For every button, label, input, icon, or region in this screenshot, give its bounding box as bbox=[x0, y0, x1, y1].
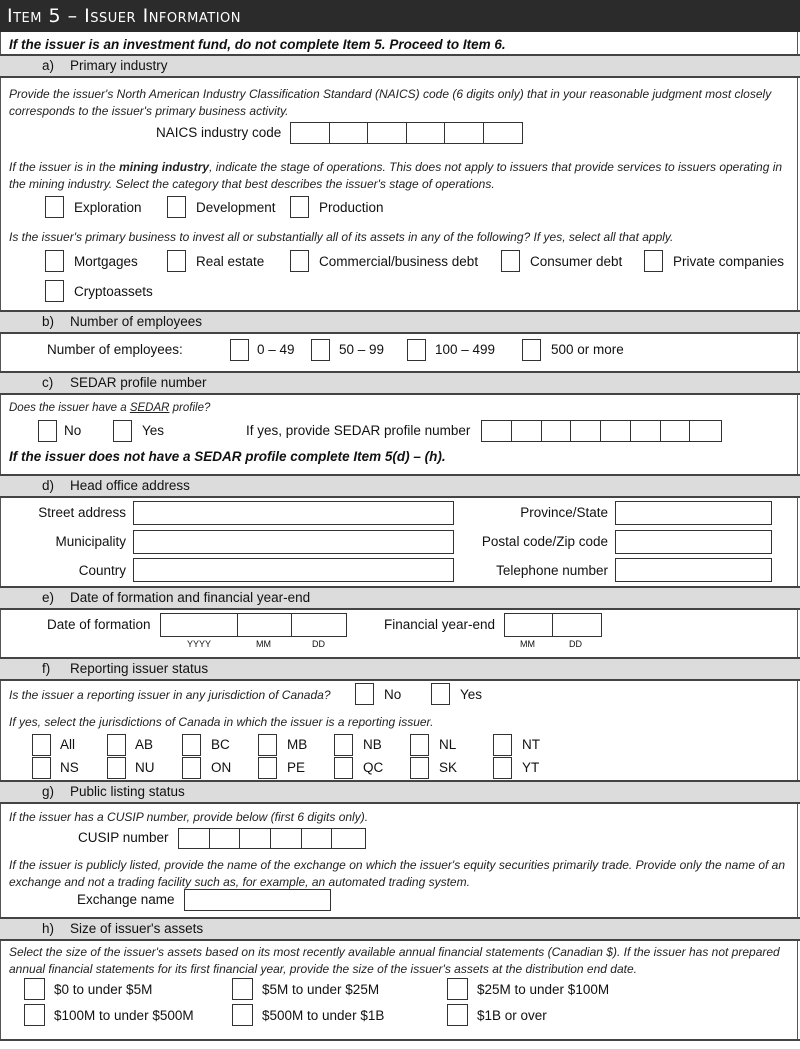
naics-instruction: Provide the issuer's North American Industry Classification Standard (NAICS) code (6 digits only) that in your reasonable judgment most closely corresponds to the issuer's primary business activity. bbox=[9, 87, 772, 118]
jurisdiction-label: QC bbox=[363, 760, 384, 775]
jurisdiction-label: NU bbox=[135, 760, 155, 775]
date-of-formation-label: Date of formation bbox=[47, 617, 151, 632]
province-label: Province/State bbox=[520, 505, 608, 520]
jurisdiction-sk-checkbox[interactable] bbox=[410, 757, 429, 779]
financial-year-end-input[interactable] bbox=[504, 613, 602, 637]
section-label: Size of issuer's assets bbox=[70, 921, 204, 936]
section-label: SEDAR profile number bbox=[70, 375, 207, 390]
stage-production-checkbox[interactable] bbox=[290, 196, 309, 218]
postal-code-label: Postal code/Zip code bbox=[481, 534, 608, 549]
telephone-label: Telephone number bbox=[496, 563, 608, 578]
invest-question: Is the issuer's primary business to invest all or substantially all of its assets in any of the following? If yes, select all that apply. bbox=[9, 230, 674, 244]
sedar-yes-checkbox[interactable] bbox=[113, 420, 132, 442]
section-letter: c) bbox=[42, 375, 54, 390]
assets-option-label: $5M to under $25M bbox=[262, 982, 380, 997]
assets-option-label: $100M to under $500M bbox=[54, 1008, 194, 1023]
assets-option-label: $1B or over bbox=[477, 1008, 547, 1023]
country-input[interactable] bbox=[133, 558, 454, 582]
day-cell[interactable] bbox=[292, 614, 346, 636]
dd-caption: DD bbox=[569, 639, 582, 649]
asset-real-estate-label: Real estate bbox=[196, 254, 265, 269]
jurisdiction-pe-checkbox[interactable] bbox=[258, 757, 277, 779]
digit-cell[interactable] bbox=[291, 123, 330, 143]
street-address-label: Street address bbox=[38, 505, 126, 520]
cusip-instruction: If the issuer has a CUSIP number, provide below (first 6 digits only). bbox=[9, 810, 369, 824]
reporting-issuer-question: Is the issuer a reporting issuer in any jurisdiction of Canada? bbox=[9, 688, 331, 702]
employees-label: Number of employees: bbox=[47, 342, 183, 357]
reporting-yes-checkbox[interactable] bbox=[431, 683, 450, 705]
financial-year-end-label: Financial year-end bbox=[384, 617, 496, 632]
assets-100m-500m-checkbox[interactable] bbox=[24, 1004, 45, 1026]
jurisdiction-yt-checkbox[interactable] bbox=[493, 757, 512, 779]
digit-cell[interactable] bbox=[571, 421, 601, 441]
form-bottom-border bbox=[0, 1039, 800, 1041]
section-b-header bbox=[0, 310, 800, 334]
section-letter: g) bbox=[42, 784, 55, 799]
mining-text-post: , indicate the stage of operations. This does not apply to issuers that provide services to issuers operating in the mining industry. Select the category that best describes the issuer's stage of operations. bbox=[9, 160, 783, 191]
section-letter: h) bbox=[42, 921, 55, 936]
mining-text-bold: mining industry bbox=[119, 160, 210, 174]
digit-cell[interactable] bbox=[661, 421, 691, 441]
assets-25m-100m-checkbox[interactable] bbox=[447, 978, 468, 1000]
sedar-no-label: No bbox=[64, 423, 82, 438]
section-c-header bbox=[0, 371, 800, 395]
assets-5m-25m-checkbox[interactable] bbox=[232, 978, 253, 1000]
stage-development-label: Development bbox=[196, 200, 276, 215]
jurisdiction-label: ON bbox=[211, 760, 232, 775]
asset-mortgages-label: Mortgages bbox=[74, 254, 138, 269]
municipality-label: Municipality bbox=[55, 534, 126, 549]
asset-commercial-debt-label: Commercial/business debt bbox=[319, 254, 479, 269]
assets-option-label: $0 to under $5M bbox=[54, 982, 153, 997]
digit-cell[interactable] bbox=[512, 421, 542, 441]
jurisdictions-instruction: If yes, select the jurisdictions of Canada in which the issuer is a reporting issuer. bbox=[9, 715, 434, 729]
section-label: Primary industry bbox=[70, 58, 168, 73]
digit-cell[interactable] bbox=[368, 123, 407, 143]
sedar-question-pre: Does the issuer have a bbox=[9, 402, 130, 414]
sedar-yes-label: Yes bbox=[142, 423, 165, 438]
digit-cell[interactable] bbox=[482, 421, 512, 441]
jurisdiction-label: YT bbox=[522, 760, 540, 775]
asset-cryptoassets-checkbox[interactable] bbox=[45, 280, 64, 302]
digit-cell[interactable] bbox=[332, 829, 365, 848]
digit-cell[interactable] bbox=[330, 123, 368, 143]
mm-caption: MM bbox=[520, 639, 535, 649]
municipality-input[interactable] bbox=[133, 530, 454, 554]
assets-option-label: $25M to under $100M bbox=[477, 982, 610, 997]
section-d-header bbox=[0, 474, 800, 498]
section-letter: f) bbox=[42, 661, 51, 676]
section-label: Date of formation and financial year-end bbox=[70, 590, 311, 605]
employees-500-plus-label: 500 or more bbox=[551, 342, 624, 357]
asset-consumer-debt-checkbox[interactable] bbox=[501, 250, 520, 272]
jurisdiction-on-checkbox[interactable] bbox=[182, 757, 201, 779]
digit-cell[interactable] bbox=[302, 829, 333, 848]
digit-cell[interactable] bbox=[210, 829, 241, 848]
jurisdiction-nb-checkbox[interactable] bbox=[334, 734, 353, 756]
section-letter: a) bbox=[42, 58, 55, 73]
jurisdiction-label: BC bbox=[211, 737, 230, 752]
mm-caption: MM bbox=[256, 639, 271, 649]
cusip-number-input[interactable] bbox=[178, 828, 366, 849]
jurisdiction-ab-checkbox[interactable] bbox=[107, 734, 126, 756]
postal-code-input[interactable] bbox=[615, 530, 772, 554]
section-letter: d) bbox=[42, 478, 55, 493]
asset-real-estate-checkbox[interactable] bbox=[167, 250, 186, 272]
assets-500m-1b-checkbox[interactable] bbox=[232, 1004, 253, 1026]
jurisdiction-nu-checkbox[interactable] bbox=[107, 757, 126, 779]
assets-0-5m-checkbox[interactable] bbox=[24, 978, 45, 1000]
employees-0-49-checkbox[interactable] bbox=[230, 339, 249, 361]
naics-label: NAICS industry code bbox=[156, 125, 282, 140]
sedar-profile-label: If yes, provide SEDAR profile number bbox=[246, 423, 471, 438]
telephone-input[interactable] bbox=[615, 558, 772, 582]
asset-cryptoassets-label: Cryptoassets bbox=[74, 284, 153, 299]
digit-cell[interactable] bbox=[179, 829, 210, 848]
year-cell[interactable] bbox=[161, 614, 238, 636]
reporting-no-label: No bbox=[384, 687, 402, 702]
jurisdiction-label: PE bbox=[287, 760, 306, 775]
naics-code-input[interactable] bbox=[290, 122, 523, 144]
jurisdiction-label: MB bbox=[287, 737, 308, 752]
sedar-link[interactable]: SEDAR bbox=[129, 402, 170, 414]
sedar-question-post: profile? bbox=[169, 402, 211, 414]
section-letter: e) bbox=[42, 590, 55, 605]
stage-exploration-checkbox[interactable] bbox=[45, 196, 64, 218]
sedar-no-checkbox[interactable] bbox=[38, 420, 57, 442]
section-f-header bbox=[0, 657, 800, 681]
employees-0-49-label: 0 – 49 bbox=[257, 342, 295, 357]
stage-exploration-label: Exploration bbox=[74, 200, 142, 215]
street-address-input[interactable] bbox=[133, 501, 454, 525]
asset-consumer-debt-label: Consumer debt bbox=[530, 254, 623, 269]
mining-text-pre: If the issuer is in the bbox=[9, 160, 120, 174]
employees-50-99-checkbox[interactable] bbox=[311, 339, 330, 361]
jurisdiction-label: NT bbox=[522, 737, 540, 752]
asset-mortgages-checkbox[interactable] bbox=[45, 250, 64, 272]
digit-cell[interactable] bbox=[484, 123, 522, 143]
section-letter: b) bbox=[42, 314, 55, 329]
cusip-label: CUSIP number bbox=[78, 830, 169, 845]
digit-cell[interactable] bbox=[631, 421, 661, 441]
jurisdiction-mb-checkbox[interactable] bbox=[258, 734, 277, 756]
section-label: Reporting issuer status bbox=[70, 661, 209, 676]
exchange-name-label: Exchange name bbox=[77, 892, 175, 907]
month-cell[interactable] bbox=[505, 614, 553, 636]
digit-cell[interactable] bbox=[240, 829, 271, 848]
exchange-instruction: If the issuer is publicly listed, provide the name of the exchange on which the issuer's equity securities primarily trade. Provide only the name of an exchange and not a trading facility such as, for example, an automated trading system. bbox=[9, 858, 786, 889]
digit-cell[interactable] bbox=[271, 829, 302, 848]
jurisdiction-ns-checkbox[interactable] bbox=[32, 757, 51, 779]
assets-instruction: Select the size of the issuer's assets based on its most recently available annual financial statements (Canadian $). If the issuer has not prepared annual financial statements for its first financial year, provide the size of the issuer's assets at the distribution end date. bbox=[9, 945, 780, 976]
jurisdiction-nt-checkbox[interactable] bbox=[493, 734, 512, 756]
jurisdiction-qc-checkbox[interactable] bbox=[334, 757, 353, 779]
mining-instruction bbox=[9, 159, 789, 193]
exchange-name-input[interactable] bbox=[184, 889, 331, 911]
day-cell[interactable] bbox=[553, 614, 601, 636]
employees-100-499-checkbox[interactable] bbox=[407, 339, 426, 361]
jurisdiction-label: SK bbox=[439, 760, 458, 775]
dd-caption: DD bbox=[312, 639, 325, 649]
section-e-header bbox=[0, 586, 800, 610]
section-a-header bbox=[0, 54, 800, 78]
jurisdiction-label: All bbox=[60, 737, 76, 752]
digit-cell[interactable] bbox=[445, 123, 484, 143]
employees-500-plus-checkbox[interactable] bbox=[522, 339, 541, 361]
section-label: Head office address bbox=[70, 478, 190, 493]
digit-cell[interactable] bbox=[690, 421, 721, 441]
section-g-header bbox=[0, 780, 800, 804]
jurisdiction-label: AB bbox=[135, 737, 154, 752]
digit-cell[interactable] bbox=[601, 421, 631, 441]
sedar-question bbox=[9, 400, 210, 417]
assets-1b-plus-checkbox[interactable] bbox=[447, 1004, 468, 1026]
province-input[interactable] bbox=[615, 501, 772, 525]
asset-private-companies-checkbox[interactable] bbox=[644, 250, 663, 272]
reporting-yes-label: Yes bbox=[460, 687, 483, 702]
sedar-note: If the issuer does not have a SEDAR profile complete Item 5(d) – (h). bbox=[9, 449, 446, 464]
section-h-header bbox=[0, 917, 800, 941]
asset-private-companies-label: Private companies bbox=[673, 254, 785, 269]
yyyy-caption: YYYY bbox=[187, 639, 212, 649]
section-label: Public listing status bbox=[70, 784, 185, 799]
jurisdiction-label: NB bbox=[363, 737, 382, 752]
assets-option-label: $500M to under $1B bbox=[262, 1008, 385, 1023]
month-cell[interactable] bbox=[238, 614, 291, 636]
jurisdiction-bc-checkbox[interactable] bbox=[182, 734, 201, 756]
date-of-formation-input[interactable] bbox=[160, 613, 347, 637]
employees-50-99-label: 50 – 99 bbox=[339, 342, 385, 357]
jurisdiction-label: NS bbox=[60, 760, 79, 775]
stage-development-checkbox[interactable] bbox=[167, 196, 186, 218]
digit-cell[interactable] bbox=[407, 123, 445, 143]
jurisdiction-nl-checkbox[interactable] bbox=[410, 734, 429, 756]
asset-commercial-debt-checkbox[interactable] bbox=[290, 250, 309, 272]
reporting-no-checkbox[interactable] bbox=[355, 683, 374, 705]
digit-cell[interactable] bbox=[542, 421, 572, 441]
jurisdiction-label: NL bbox=[439, 737, 457, 752]
page-title: Item 5 – Issuer Information bbox=[0, 0, 800, 32]
jurisdiction-all-checkbox[interactable] bbox=[32, 734, 51, 756]
country-label: Country bbox=[78, 563, 126, 578]
sedar-profile-number-input[interactable] bbox=[481, 420, 722, 442]
stage-production-label: Production bbox=[319, 200, 384, 215]
section-label: Number of employees bbox=[70, 314, 203, 329]
employees-100-499-label: 100 – 499 bbox=[435, 342, 496, 357]
investment-fund-note: If the issuer is an investment fund, do not complete Item 5. Proceed to Item 6. bbox=[9, 37, 506, 52]
